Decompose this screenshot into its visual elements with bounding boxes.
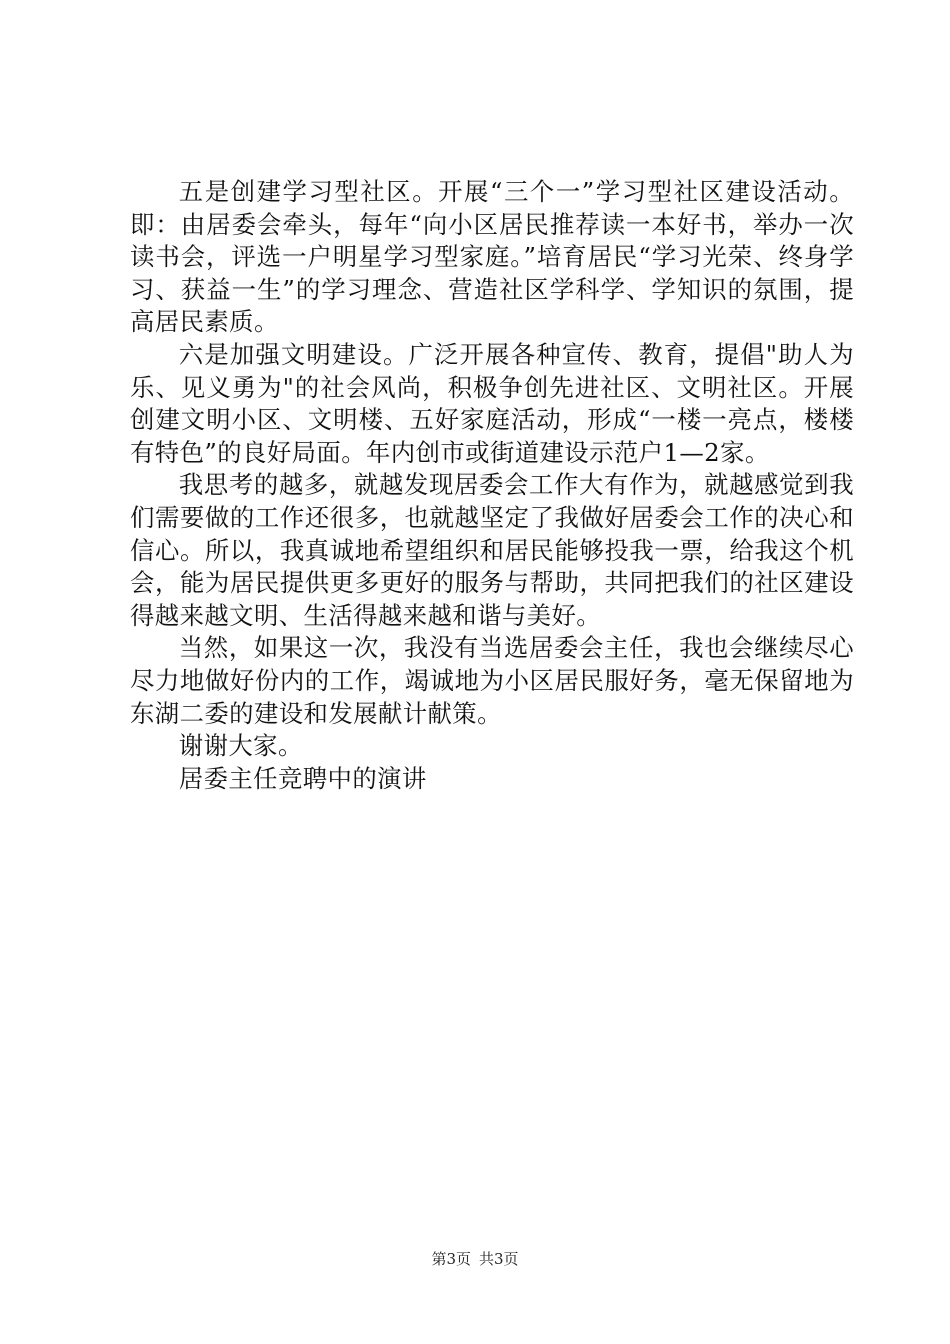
page-number: 第3页 [431,1250,471,1268]
paragraph-civilization-building: 六是加强文明建设。广泛开展各种宣传、教育，提倡"助人为乐、见义勇为"的社会风尚，积极争创先进社区、文明社区。开展创建文明小区、文明楼、五好家庭活动，形成“一楼一亮点，楼楼有特色”的良好局面。年内创市或街道建设示范户1—2家。 [130,339,854,467]
paragraph-reflection: 我思考的越多，就越发现居委会工作大有作为，就越感觉到我们需要做的工作还很多，也就越坚定了我做好居委会工作的决心和信心。所以，我真诚地希望组织和居民能够投我一票，给我这个机会，能为居民提供更多更好的服务与帮助，共同把我们的社区建设得越来越文明、生活得越来越和谐与美好。 [130,470,854,630]
paragraph-thanks: 谢谢大家。 [178,731,303,761]
paragraph-commitment: 当然，如果这一次，我没有当选居委会主任，我也会继续尽心尽力地做好份内的工作，竭诚地为小区居民服好务，毫无保留地为东湖二委的建设和发展献计献策。 [130,633,854,728]
paragraph-learning-community: 五是创建学习型社区。开展“三个一”学习型社区建设活动。即：由居委会牵头，每年“向小区居民推荐读一本好书，举办一次读书会，评选一户明星学习型家庭。”培育居民“学习光荣、终身学习、获益一生”的学习理念、营造社区学科学、学知识的氛围，提高居民素质。 [130,177,854,337]
paragraph-title-note: 居委主任竞聘中的演讲 [178,763,427,793]
page-footer [0,1249,950,1269]
document-body [130,176,854,795]
page-total: 共3页 [479,1250,519,1268]
